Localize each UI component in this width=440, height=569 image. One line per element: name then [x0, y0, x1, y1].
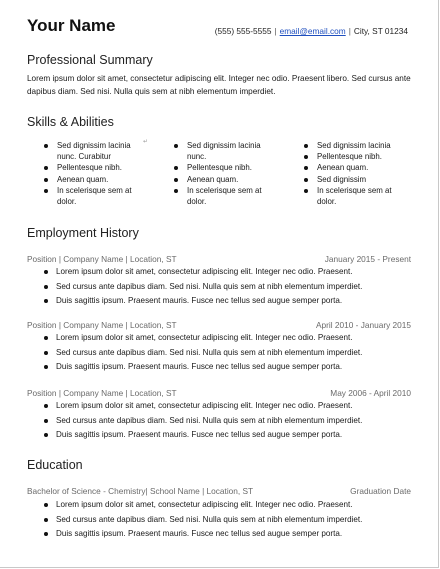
comment-marker-icon: ↵ [143, 139, 149, 145]
job-header [27, 254, 411, 264]
job-bullet: Lorem ipsum dolor sit amet, consectetur adipiscing elit. Integer nec odio. Praesent. [27, 399, 412, 414]
education-bullets [27, 498, 412, 542]
job-bullet: Duis sagittis ipsum. Praesent mauris. Fusce nec tellus sed augue semper porta. [27, 428, 412, 443]
job-header [27, 320, 411, 330]
job-bullets [27, 331, 412, 375]
resume-name: Your Name [27, 16, 116, 35]
job-position: Position | Company Name | Location, ST [27, 320, 177, 330]
education-date: Graduation Date [350, 486, 411, 496]
skill-item: Sed dignissim lacinia [287, 140, 417, 151]
skills-column [27, 140, 157, 207]
section-title-summary: Professional Summary [27, 53, 153, 67]
job-dates: April 2010 - January 2015 [315, 320, 411, 330]
job-bullet: Sed cursus ante dapibus diam. Sed nisi. Nulla quis sem at nibh elementum imperdiet. [27, 414, 412, 429]
job-bullet: Sed cursus ante dapibus diam. Sed nisi. Nulla quis sem at nibh elementum imperdiet. [27, 346, 412, 361]
skill-item: Aenean quam. [27, 174, 157, 185]
job-bullets [27, 399, 412, 443]
contact-line [215, 26, 408, 36]
section-title-skills: Skills & Abilities [27, 115, 114, 129]
skill-item: Sed dignissim lacinia nunc. Curabitur [27, 140, 157, 162]
contact-separator: | [348, 26, 351, 36]
job-bullet: Lorem ipsum dolor sit amet, consectetur adipiscing elit. Integer nec odio. Praesent. [27, 331, 412, 346]
contact-email-link[interactable]: email@email.com [279, 26, 346, 36]
job-bullet: Duis sagittis ipsum. Praesent mauris. Fusce nec tellus sed augue semper porta. [27, 360, 412, 375]
job-bullets [27, 265, 412, 309]
job-position: Position | Company Name | Location, ST [27, 388, 177, 398]
job-position: Position | Company Name | Location, ST [27, 254, 177, 264]
section-title-employment: Employment History [27, 226, 139, 240]
contact-location: City, ST 01234 [353, 26, 408, 36]
skill-item: Sed dignissim [287, 174, 417, 185]
job-dates: January 2015 - Present [324, 254, 411, 264]
skills-column [157, 140, 287, 207]
summary-text: Lorem ipsum dolor sit amet, consectetur adipiscing elit. Integer nec odio. Praesent libero. Sed cursus ante dapibus diam. Sed nisi. Nulla quis sem at nibh elementum imperdiet. [27, 74, 411, 96]
education-bullet: Sed cursus ante dapibus diam. Sed nisi. Nulla quis sem at nibh elementum imperdiet. [27, 513, 412, 528]
skill-item: In scelerisque sem at dolor. [287, 185, 417, 207]
skill-item: Sed dignissim lacinia nunc. [157, 140, 287, 162]
skill-item: In scelerisque sem at dolor. [157, 185, 287, 207]
job-bullet: Sed cursus ante dapibus diam. Sed nisi. Nulla quis sem at nibh elementum imperdiet. [27, 280, 412, 295]
job-dates: May 2006 - April 2010 [330, 388, 411, 398]
section-title-education: Education [27, 458, 83, 472]
education-header [27, 486, 411, 496]
contact-separator: | [274, 26, 277, 36]
skill-item: Aenean quam. [157, 174, 287, 185]
education-bullet: Lorem ipsum dolor sit amet, consectetur adipiscing elit. Integer nec odio. Praesent. [27, 498, 412, 513]
skill-item: Pellentesque nibh. [27, 162, 157, 173]
job-header [27, 388, 411, 398]
skills-column [287, 140, 417, 207]
job-bullet: Duis sagittis ipsum. Praesent mauris. Fusce nec tellus sed augue semper porta. [27, 294, 412, 309]
contact-phone: (555) 555-5555 [214, 26, 272, 36]
skill-item: Aenean quam. [287, 162, 417, 173]
education-degree: Bachelor of Science - Chemistry| School Name | Location, ST [27, 486, 254, 496]
skill-item: In scelerisque sem at dolor. [27, 185, 157, 207]
skill-item: Pellentesque nibh. [157, 162, 287, 173]
skills-columns [27, 140, 417, 207]
education-bullet: Duis sagittis ipsum. Praesent mauris. Fusce nec tellus sed augue semper porta. [27, 527, 412, 542]
job-bullet: Lorem ipsum dolor sit amet, consectetur adipiscing elit. Integer nec odio. Praesent. [27, 265, 412, 280]
skill-item: Pellentesque nibh. [287, 151, 417, 162]
